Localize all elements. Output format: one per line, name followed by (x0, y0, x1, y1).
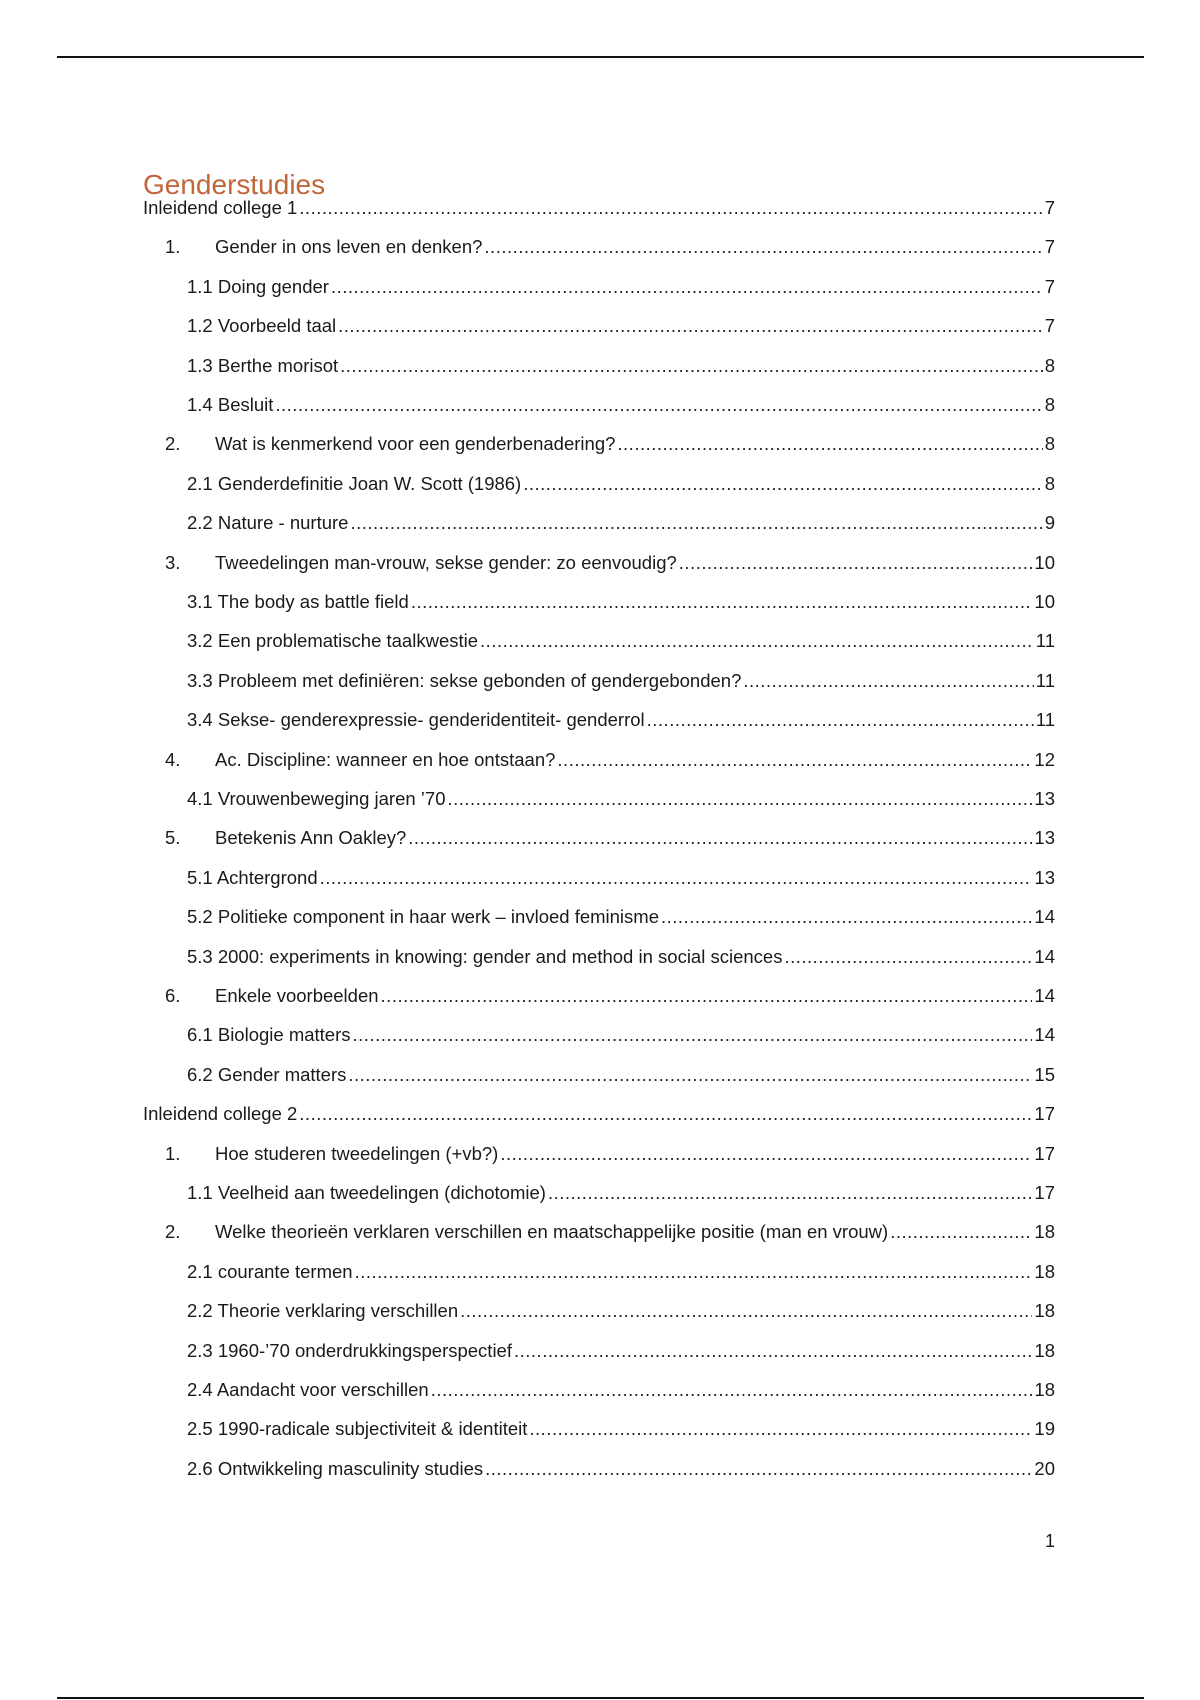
toc-entry-line (165, 746, 1055, 774)
toc-entry-label: 6.1 Biologie matters (187, 1024, 351, 1045)
toc-entry-label: Enkele voorbeelden (215, 985, 379, 1006)
toc-entry-page: 9 (1044, 512, 1055, 533)
toc-entry-line (187, 1376, 1055, 1404)
toc-entry-label: Inleidend college 2 (143, 1103, 298, 1124)
toc-entry[interactable] (0, 785, 1200, 813)
toc-entry-line (187, 1021, 1055, 1049)
toc-entry[interactable] (0, 352, 1200, 380)
toc-entry[interactable] (0, 1179, 1200, 1207)
toc-entry-label: 2.2 Nature - nurture (187, 512, 349, 533)
toc-entry-page: 15 (1034, 1064, 1055, 1085)
toc-entry[interactable] (0, 1297, 1200, 1325)
toc-entry[interactable] (0, 1100, 1200, 1128)
toc-entry-line (187, 1061, 1055, 1089)
toc-entry-label: Ac. Discipline: wanneer en hoe ontstaan? (215, 749, 556, 770)
toc-entry-page: 8 (1044, 473, 1055, 494)
toc-entry-label: Betekenis Ann Oakley? (215, 827, 407, 848)
toc-entry-page: 11 (1035, 670, 1055, 691)
toc-entry[interactable] (0, 430, 1200, 458)
toc-entry[interactable] (0, 706, 1200, 734)
toc-entry-number: 4. (165, 749, 181, 770)
toc-dot-leader (647, 706, 1034, 734)
toc-entry-page: 10 (1034, 591, 1055, 612)
toc-dot-leader (548, 1179, 1032, 1207)
footer-rule (57, 1697, 1144, 1699)
toc-dot-leader (557, 746, 1032, 774)
toc-entry-line (187, 706, 1055, 734)
toc-entry-page: 18 (1034, 1261, 1055, 1282)
toc-entry[interactable] (0, 824, 1200, 852)
toc-entry-page: 7 (1044, 197, 1055, 218)
toc-entry-page: 18 (1034, 1300, 1055, 1321)
toc-entry-number: 1. (165, 1143, 181, 1164)
toc-entry-page: 14 (1034, 985, 1055, 1006)
toc-entry-label: 6.2 Gender matters (187, 1064, 347, 1085)
toc-dot-leader (353, 1021, 1033, 1049)
toc-entry-line (165, 1140, 1055, 1168)
toc-entry-label: Inleidend college 1 (143, 197, 298, 218)
toc-entry-label: 2.3 1960-’70 onderdrukkingsperspectief (187, 1340, 512, 1361)
toc-entry-page: 14 (1034, 906, 1055, 927)
toc-dot-leader (299, 194, 1042, 222)
toc-dot-leader (460, 1297, 1032, 1325)
toc-entry-label: 2.5 1990-radicale subjectiviteit & identiteit (187, 1418, 528, 1439)
toc-entry[interactable] (0, 1337, 1200, 1365)
toc-entry-line (187, 1258, 1055, 1286)
toc-entry-page: 12 (1034, 749, 1055, 770)
toc-entry[interactable] (0, 1218, 1200, 1246)
toc-entry[interactable] (0, 1258, 1200, 1286)
toc-entry-label: 2.1 courante termen (187, 1261, 353, 1282)
toc-entry-label: Gender in ons leven en denken? (215, 236, 483, 257)
toc-entry-line (187, 667, 1055, 695)
toc-entry-label: 5.3 2000: experiments in knowing: gender and method in social sciences (187, 946, 783, 967)
toc-entry-label: 1.4 Besluit (187, 394, 274, 415)
toc-entry[interactable] (0, 627, 1200, 655)
toc-entry-line (143, 1100, 1055, 1128)
toc-dot-leader (523, 470, 1042, 498)
toc-entry-page: 8 (1044, 433, 1055, 454)
toc-entry[interactable] (0, 903, 1200, 931)
toc-entry[interactable] (0, 470, 1200, 498)
toc-entry-line (187, 352, 1055, 380)
toc-dot-leader (679, 549, 1033, 577)
toc-entry-number: 2. (165, 433, 181, 454)
toc-entry[interactable] (0, 194, 1200, 222)
toc-dot-leader (381, 982, 1033, 1010)
toc-entry-page: 8 (1044, 355, 1055, 376)
toc-entry-label: 2.4 Aandacht voor verschillen (187, 1379, 429, 1400)
toc-entry-line (165, 982, 1055, 1010)
toc-entry-label: 4.1 Vrouwenbeweging jaren ’70 (187, 788, 446, 809)
toc-entry-line (165, 430, 1055, 458)
toc-dot-leader (448, 785, 1033, 813)
toc-dot-leader (338, 312, 1043, 340)
toc-entry[interactable] (0, 943, 1200, 971)
toc-entry-line (187, 864, 1055, 892)
toc-entry[interactable] (0, 312, 1200, 340)
toc-entry-line (165, 824, 1055, 852)
toc-dot-leader (500, 1140, 1032, 1168)
toc-dot-leader (784, 943, 1032, 971)
toc-entry[interactable] (0, 1061, 1200, 1089)
toc-entry-line (143, 194, 1055, 222)
toc-dot-leader (480, 627, 1034, 655)
toc-dot-leader (529, 1415, 1032, 1443)
toc-entry-line (187, 1455, 1055, 1483)
toc-entry-line (187, 785, 1055, 813)
toc-entry-line (187, 470, 1055, 498)
toc-entry[interactable] (0, 667, 1200, 695)
toc-entry-page: 17 (1034, 1182, 1055, 1203)
toc-entry-page: 18 (1034, 1379, 1055, 1400)
toc-entry-line (165, 1218, 1055, 1246)
toc-entry[interactable] (0, 588, 1200, 616)
toc-dot-leader (331, 273, 1043, 301)
toc-entry[interactable] (0, 1415, 1200, 1443)
toc-entry-page: 20 (1034, 1458, 1055, 1479)
toc-entry-page: 17 (1034, 1103, 1055, 1124)
toc-entry-line (187, 903, 1055, 931)
toc-entry-line (187, 391, 1055, 419)
toc-dot-leader (340, 352, 1043, 380)
toc-entry-page: 13 (1034, 827, 1055, 848)
toc-entry-line (187, 273, 1055, 301)
toc-entry-label: Wat is kenmerkend voor een genderbenadering? (215, 433, 616, 454)
toc-entry-page: 7 (1044, 276, 1055, 297)
toc-entry[interactable] (0, 864, 1200, 892)
toc-entry-page: 11 (1035, 630, 1055, 651)
toc-entry-page: 7 (1044, 315, 1055, 336)
toc-dot-leader (348, 1061, 1032, 1089)
toc-entry-label: 3.2 Een problematische taalkwestie (187, 630, 479, 651)
toc-entry-line (187, 509, 1055, 537)
toc-entry[interactable] (0, 746, 1200, 774)
toc-entry-label: 5.1 Achtergrond (187, 867, 318, 888)
toc-entry-label: 2.6 Ontwikkeling masculinity studies (187, 1458, 484, 1479)
toc-entry[interactable] (0, 1021, 1200, 1049)
toc-entry-line (187, 588, 1055, 616)
toc-entry-label: 1.3 Berthe morisot (187, 355, 339, 376)
toc-dot-leader (411, 588, 1033, 616)
page-number: 1 (1044, 1531, 1055, 1551)
toc-entry[interactable] (0, 982, 1200, 1010)
toc-dot-leader (350, 509, 1042, 537)
toc-dot-leader (408, 824, 1032, 852)
toc-dot-leader (320, 864, 1033, 892)
toc-entry-page: 14 (1034, 1024, 1055, 1045)
toc-dot-leader (355, 1258, 1033, 1286)
toc-entry-line (187, 1179, 1055, 1207)
toc-entry-page: 19 (1034, 1418, 1055, 1439)
toc-entry-label: 3.3 Probleem met definiëren: sekse gebonden of gendergebonden? (187, 670, 742, 691)
toc-entry-page: 8 (1044, 394, 1055, 415)
header-rule (57, 56, 1144, 58)
toc-entry[interactable] (0, 1140, 1200, 1168)
toc-entry-label: 3.4 Sekse- genderexpressie- genderidentiteit- genderrol (187, 709, 645, 730)
toc-entry-number: 5. (165, 827, 181, 848)
toc-entry[interactable] (0, 549, 1200, 577)
toc-entry-label: Welke theorieën verklaren verschillen en maatschappelijke positie (man en vrouw) (215, 1221, 889, 1242)
toc-entry-page: 7 (1044, 236, 1055, 257)
toc-entry-line (187, 1337, 1055, 1365)
toc-entry-line (165, 549, 1055, 577)
toc-dot-leader (514, 1337, 1032, 1365)
toc-entry[interactable] (0, 273, 1200, 301)
toc-entry-number: 3. (165, 552, 181, 573)
toc-dot-leader (485, 1455, 1032, 1483)
toc-dot-leader (431, 1376, 1033, 1404)
toc-entry-page: 11 (1035, 709, 1055, 730)
toc-entry-label: 1.2 Voorbeeld taal (187, 315, 337, 336)
toc-entry[interactable] (0, 509, 1200, 537)
toc-entry-line (187, 1297, 1055, 1325)
toc-entry-number: 6. (165, 985, 181, 1006)
toc-entry[interactable] (0, 1455, 1200, 1483)
toc-dot-leader (890, 1218, 1032, 1246)
toc-entry-line (187, 1415, 1055, 1443)
toc-entry-label: 1.1 Veelheid aan tweedelingen (dichotomie) (187, 1182, 546, 1203)
toc-entry-line (165, 233, 1055, 261)
toc-dot-leader (299, 1100, 1032, 1128)
toc-entry-page: 13 (1034, 788, 1055, 809)
toc-entry[interactable] (0, 1376, 1200, 1404)
toc-entry-page: 13 (1034, 867, 1055, 888)
document-title: Genderstudies (143, 169, 326, 200)
toc-dot-leader (275, 391, 1042, 419)
toc-entry-label: Tweedelingen man-vrouw, sekse gender: zo eenvoudig? (215, 552, 677, 573)
toc-entry-label: 5.2 Politieke component in haar werk – invloed feminisme (187, 906, 659, 927)
toc-dot-leader (743, 667, 1033, 695)
toc-entry-label: 3.1 The body as battle field (187, 591, 409, 612)
toc-entry[interactable] (0, 233, 1200, 261)
toc-entry-page: 18 (1034, 1340, 1055, 1361)
toc-entry-line (187, 312, 1055, 340)
toc-entry-number: 2. (165, 1221, 181, 1242)
toc-entry-label: 1.1 Doing gender (187, 276, 329, 297)
toc-entry-page: 18 (1034, 1221, 1055, 1242)
toc-entry-line (187, 627, 1055, 655)
toc-entry-page: 17 (1034, 1143, 1055, 1164)
toc-entry-label: 2.1 Genderdefinitie Joan W. Scott (1986) (187, 473, 522, 494)
toc-entry-number: 1. (165, 236, 181, 257)
toc-entry-label: 2.2 Theorie verklaring verschillen (187, 1300, 459, 1321)
toc-dot-leader (617, 430, 1042, 458)
toc-entry-page: 14 (1034, 946, 1055, 967)
toc-entry-label: Hoe studeren tweedelingen (+vb?) (215, 1143, 499, 1164)
toc-dot-leader (484, 233, 1042, 261)
toc-entry-page: 10 (1034, 552, 1055, 573)
toc-entry-line (187, 943, 1055, 971)
toc-entry[interactable] (0, 391, 1200, 419)
toc-dot-leader (661, 903, 1032, 931)
